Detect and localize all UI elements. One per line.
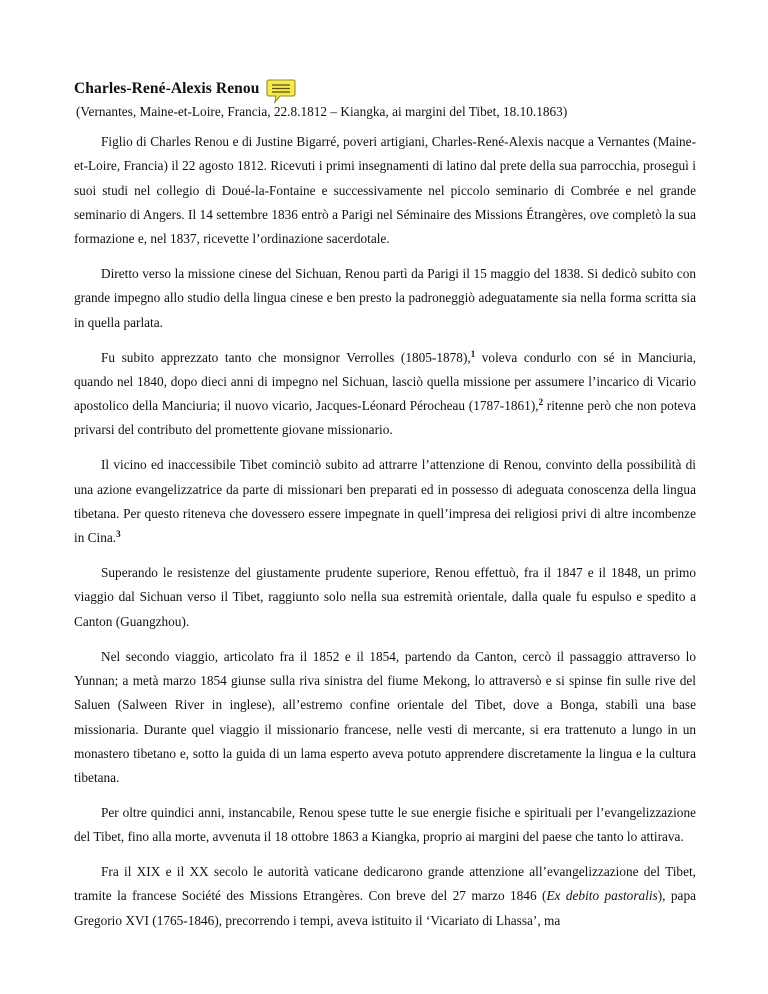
footnote-ref-1[interactable]: 1	[470, 348, 476, 359]
paragraph: Diretto verso la missione cinese del Sichuan, Renou partì da Parigi il 15 maggio del 1838. Si dedicò subito con grande impegno allo studio della lingua cinese e ben presto la padroneggiò adeguatamente sia nella forma scritta sia in quella parlata.	[74, 266, 696, 330]
paragraph: Per oltre quindici anni, instancabile, Renou spese tutte le sue energie fisiche e spirituali per l’evangelizzazione del Tibet, fino alla morte, avvenuta il 18 ottobre 1863 a Kiangka, proprio ai margini del paese che tanto lo attirava.	[74, 804, 696, 845]
latin-title: Ex debito pastoralis	[546, 888, 658, 904]
heading-row	[74, 76, 696, 102]
paragraph-text: voleva condurlo con sé in Manciuria, quando nel 1840, dopo dieci anni di impegno nel Sichuan, lasciò quella missione per assumere l’incarico di Vicario apostolico della Manciuria; il nuovo vicario, Jacques-Léonard Pérocheau (1787-1861),	[74, 349, 696, 414]
paragraph: Figlio di Charles Renou e di Justine Bigarré, poveri artigiani, Charles-René-Alexis nacque a Vernantes (Maine-et-Loire, Francia) il 22 agosto 1812. Ricevuti i primi insegnamenti di latino dal prete della sua parrocchia, proseguì i suoi studi nel collegio di Doué-la-Fontaine e successivamente nel piccolo seminario di Combrée e nel grande seminario di Angers. Il 14 settembre 1836 entrò a Parigi nel Séminaire des Missions Étrangères, ove completò la sua formazione e, nel 1837, ricevette l’ordinazione sacerdotale.	[74, 134, 696, 247]
paragraph-text: Fu subito apprezzato tanto che monsignor Verrolles (1805-1878),	[101, 349, 471, 365]
paragraph-text: Fra il XIX e il XX secolo le autorità vaticane dedicarono grande attenzione all’evangelizzazione del Tibet, tramite la francese Société des Missions Etrangères. Con breve del 27 marzo 1846 (	[74, 864, 696, 904]
document-page	[74, 76, 696, 933]
page-subtitle: (Vernantes, Maine-et-Loire, Francia, 22.8.1812 – Kiangka, ai margini del Tibet, 18.10.1863)	[76, 104, 568, 119]
paragraph-text: ), papa Gregorio XVI (1765-1846), precorrendo i tempi, aveva istituito il ‘Vicariato di Lhassa’, ma	[74, 888, 696, 928]
paragraph	[74, 860, 696, 933]
footnote-ref-3[interactable]: 3	[116, 529, 121, 540]
paragraph-text: ritenne però che non poteva privarsi del contributo del promettente giovane missionario.	[74, 398, 696, 438]
paragraph	[74, 453, 696, 550]
comment-note-icon[interactable]	[266, 78, 296, 104]
paragraph	[74, 346, 696, 443]
footnote-ref-2[interactable]: 2	[538, 397, 544, 408]
page-title: Charles-René-Alexis Renou	[74, 80, 260, 97]
paragraph-text: Il vicino ed inaccessibile Tibet cominciò subito ad attrarre l’attenzione di Renou, convinto della possibilità di una azione evangelizzatrice da parte di missionari ben preparati ed in possesso di adeguata conoscenza della lingua tibetana. Per questo riteneva che dovessero essere impegnate in quell’impresa dei religiosi privi di altre incombenze in Cina.	[74, 457, 696, 546]
paragraph: Nel secondo viaggio, articolato fra il 1852 e il 1854, partendo da Canton, cercò il passaggio attraverso lo Yunnan; a metà marzo 1854 giunse sulla riva sinistra del fiume Mekong, lo attraversò e si spinse fin sulle rive del Saluen (Salween River in inglese), all’estremo confine orientale del Tibet, dove a Bonga, stabilì una base missionaria. Durante quel viaggio il missionario francese, nelle vesti di mercante, si era trattenuto a lungo in un monastero tibetano e, sotto la guida di un lama esperto aveva potuto apprendere discretamente la lingua e la cultura tibetana.	[74, 648, 696, 786]
paragraph: Superando le resistenze del giustamente prudente superiore, Renou effettuò, fra il 1847 e il 1848, un primo viaggio dal Sichuan verso il Tibet, raggiunto solo nella sua estremità orientale, dalla quale fu espulso e spedito a Canton (Guangzhou).	[74, 565, 696, 629]
